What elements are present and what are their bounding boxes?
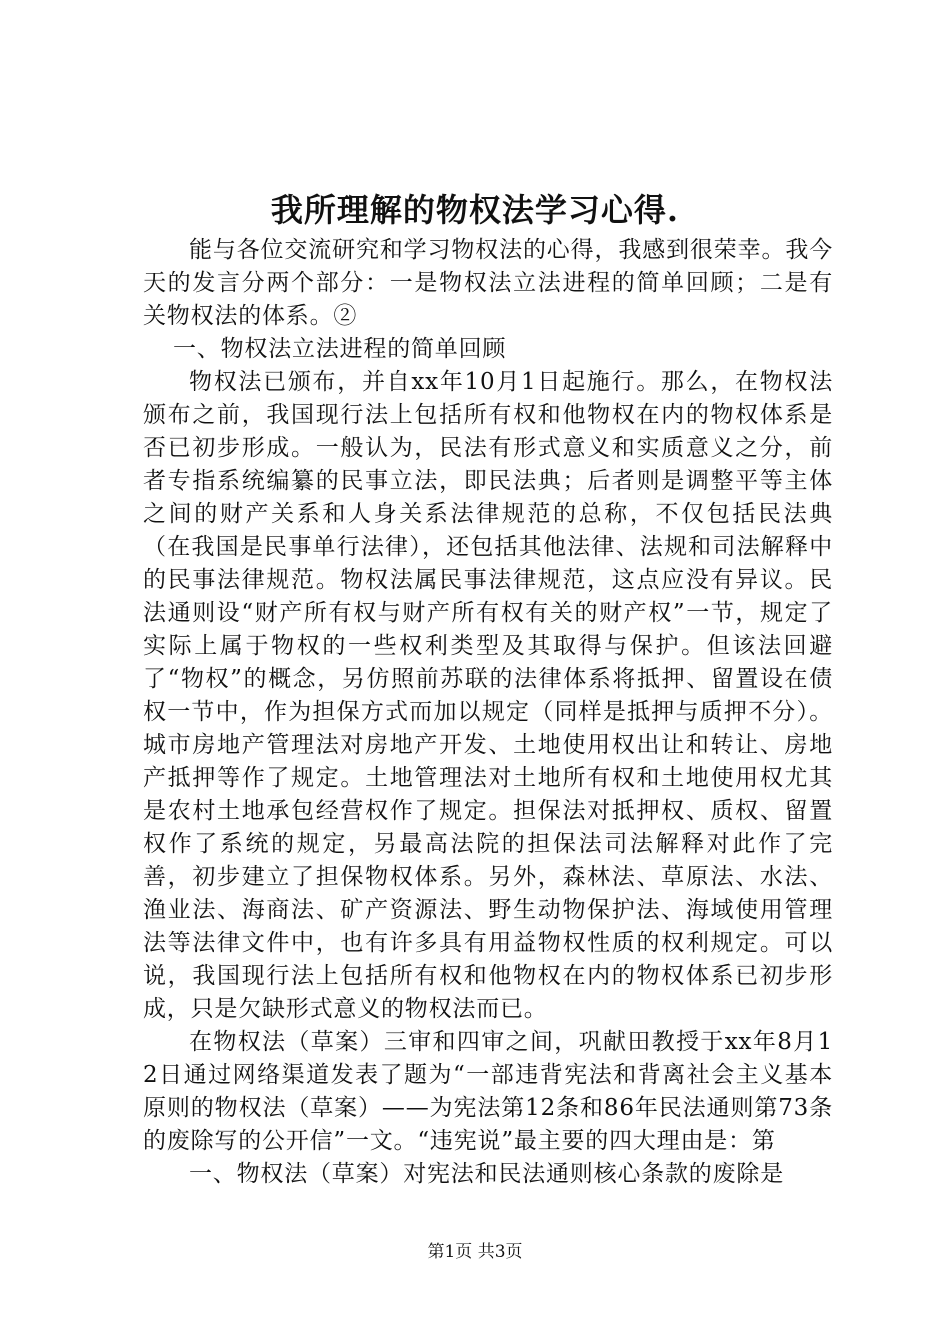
paragraph-draft-debate: 在物权法（草案）三审和四审之间，巩献田教授于xx年8月12日通过网络渠道发表了题为“一部违背宪法和背离社会主义基本原则的物权法（草案）——为宪法第12条和86年民法通则第73条的废除写的公开信”一文。“违宪说”最主要的四大理由是：第 (143, 1029, 833, 1154)
paragraph-history: 物权法已颁布，并自xx年10月1日起施行。那么，在物权法颁布之前，我国现行法上包括所有权和他物权在内的物权体系是否已初步形成。一般认为，民法有形式意义和实质意义之分，前者专指系统编纂的民事立法，即民法典；后者则是调整平等主体之间的财产关系和人身关系法律规范的总称，不仅包括民法典（在我国是民事单行法律），还包括其他法律、法规和司法解释中的民事法律规范。物权法属民事法律规范，这点应没有异议。民法通则设“财产所有权与财产所有权有关的财产权”一节，规定了实际上属于物权的一些权利类型及其取得与保护。但该法回避了“物权”的概念，另仿照前苏联的法律体系将抵押、留置设在债权一节中，作为担保方式而加以规定（同样是抵押与质押不分）。城市房地产管理法对房地产开发、土地使用权出让和转让、房地产抵押等作了规定。土地管理法对土地所有权和土地使用权尤其是农村土地承包经营权作了规定。担保法对抵押权、质权、留置权作了系统的规定，另最高法院的担保法司法解释对此作了完善，初步建立了担保物权体系。另外，森林法、草原法、水法、渔业法、海商法、矿产资源法、野生动物保护法、海域使用管理法等法律文件中，也有许多具有用益物权性质的权利规定。可以说，我国现行法上包括所有权和他物权在内的物权体系已初步形成，只是欠缺形式意义的物权法而已。 (143, 369, 833, 1022)
document-title: 我所理解的物权法学习心得. (270, 191, 680, 229)
paragraph-first-reason: 一、物权法（草案）对宪法和民法通则核心条款的废除是 (189, 1161, 784, 1187)
section-heading: 一、物权法立法进程的简单回顾 (173, 336, 507, 362)
document-body (143, 234, 833, 1191)
page-number-footer: 第1页 共3页 (427, 1242, 523, 1262)
paragraph-intro: 能与各位交流研究和学习物权法的心得，我感到很荣幸。我今天的发言分两个部分：一是物权法立法进程的简单回顾；二是有关物权法的体系。② (143, 237, 833, 329)
